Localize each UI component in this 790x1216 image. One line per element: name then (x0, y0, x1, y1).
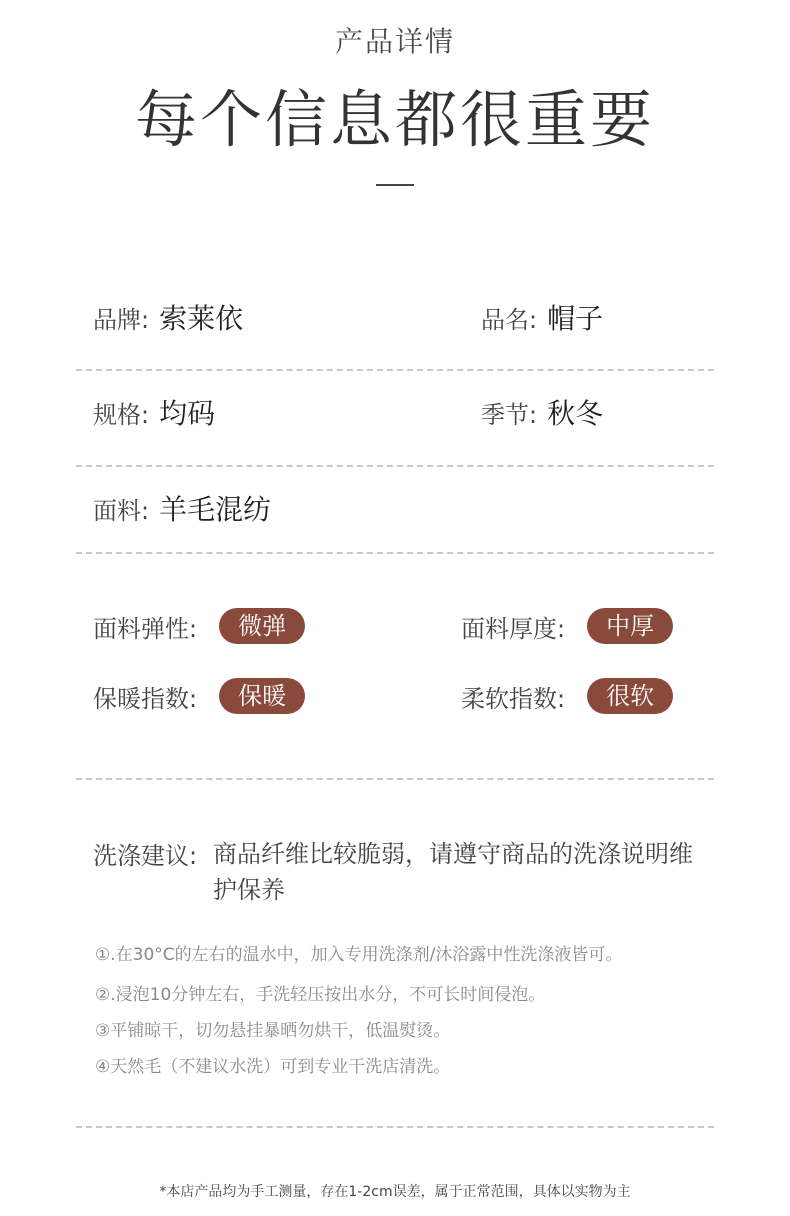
spec-brand-label: 品牌: (93, 306, 150, 334)
attr-thickness (461, 607, 673, 645)
care-tip-3: ③平铺晾干，切勿悬挂暴晒勿烘干，低温熨烫。 (95, 1021, 451, 1041)
attr-thickness-badge: 中厚 (587, 608, 673, 644)
spec-fabric-value: 羊毛混纺 (159, 493, 272, 526)
spec-fabric (93, 493, 272, 526)
divider-dashed (76, 369, 714, 371)
spec-brand-value: 索莱依 (159, 302, 244, 335)
spec-fabric-label: 面料: (93, 497, 150, 525)
attr-softness-label: 柔软指数: (461, 684, 566, 713)
page-subtitle: 产品详情 (334, 25, 455, 58)
care-tip-1: ①.在30°C的左右的温水中，加入专用洗涤剂/沐浴露中性洗涤液皆可。 (95, 945, 623, 965)
attr-warmth (93, 677, 305, 715)
attr-warmth-label: 保暖指数: (93, 684, 198, 713)
attr-elasticity-label: 面料弹性: (93, 614, 198, 643)
spec-name-label: 品名: (481, 306, 538, 334)
spec-brand (93, 302, 244, 335)
spec-size-label: 规格: (93, 401, 150, 429)
spec-size (93, 397, 216, 430)
measurement-footnote: *本店产品均为手工测量，存在1-2cm误差，属于正常范围，具体以实物为主 (159, 1184, 631, 1200)
attr-elasticity-badge: 微弹 (219, 608, 305, 644)
divider-dashed (76, 552, 714, 554)
divider-dashed (76, 778, 714, 780)
attr-elasticity (93, 607, 305, 645)
attr-thickness-label: 面料厚度: (461, 614, 566, 643)
care-tip-4: ④天然毛（不建议水洗）可到专业干洗店清洗。 (95, 1057, 451, 1077)
divider-dashed (76, 1126, 714, 1128)
spec-size-value: 均码 (159, 397, 216, 430)
page-headline: 每个信息都很重要 (134, 83, 655, 156)
spec-season-value: 秋冬 (547, 397, 604, 430)
spec-season-label: 季节: (481, 401, 538, 429)
divider-dashed (76, 465, 714, 467)
attr-softness (461, 677, 673, 715)
title-divider (376, 184, 414, 186)
spec-season (481, 397, 604, 430)
attr-warmth-badge: 保暖 (219, 678, 305, 714)
spec-name (481, 302, 604, 335)
attr-softness-badge: 很软 (587, 678, 673, 714)
spec-name-value: 帽子 (547, 302, 604, 335)
care-advice-text: 商品纤维比较脆弱，请遵守商品的洗涤说明维护保养 (213, 840, 693, 904)
care-tip-2: ②.浸泡10分钟左右，手洗轻压按出水分，不可长时间侵泡。 (95, 985, 546, 1005)
care-advice-label: 洗涤建议: (93, 842, 198, 870)
